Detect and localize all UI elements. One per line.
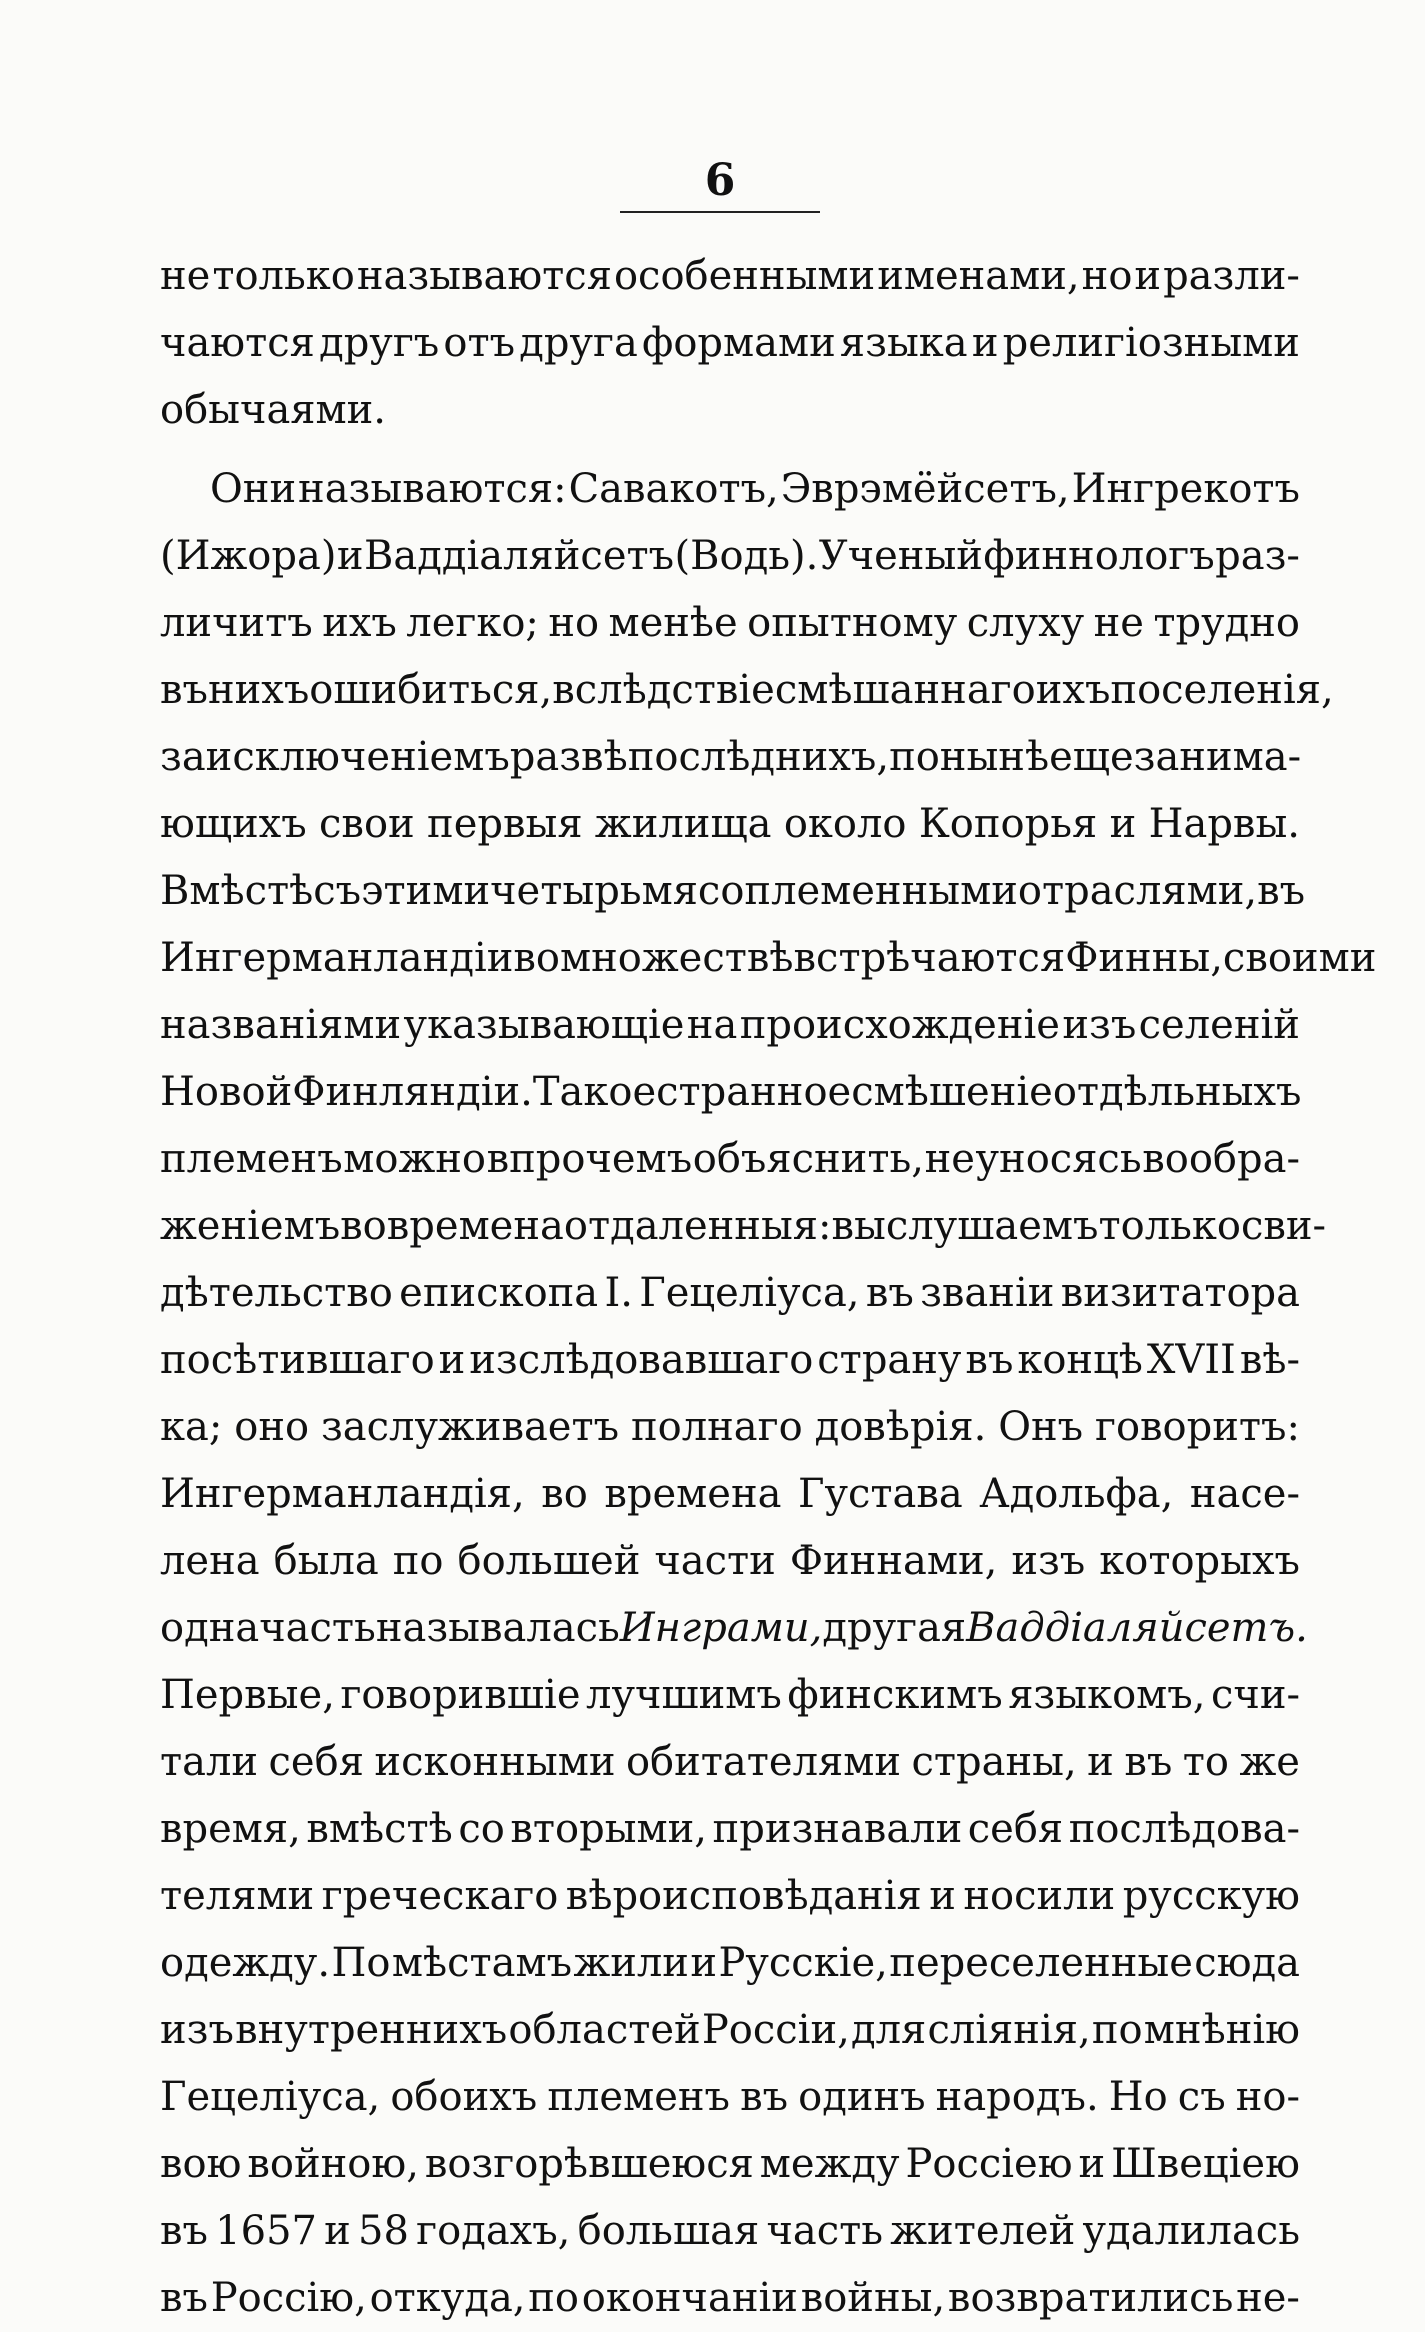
word: признавали [712, 1806, 963, 1852]
word: раз- [1215, 533, 1300, 579]
word: которыхъ [1099, 1538, 1300, 1584]
word: языкомъ, [1008, 1672, 1206, 1718]
page-header [620, 155, 820, 213]
word: религіозными [1002, 320, 1300, 366]
word: этими [361, 868, 491, 914]
word: но [548, 600, 600, 646]
word: только [212, 253, 355, 299]
word: по [392, 1538, 444, 1584]
word: именами, [877, 253, 1080, 299]
word: развѣ [509, 734, 628, 780]
word: другая [822, 1605, 967, 1651]
word: Копорья [918, 801, 1098, 847]
word: отраслями, [1017, 868, 1258, 914]
word: за [160, 734, 206, 780]
word: менѣе [608, 600, 738, 646]
word: трудно [1153, 600, 1300, 646]
word: происхожденіе [739, 1002, 1060, 1048]
word: слiянія, [927, 2007, 1091, 2053]
word: указывающіе [403, 1002, 685, 1048]
word: же [1239, 1739, 1300, 1785]
word: времена [386, 1203, 564, 1249]
word: выслушаемъ [831, 1203, 1099, 1249]
word: вторыми, [510, 1806, 708, 1852]
word: изслѣдовавшаго [469, 1337, 814, 1383]
word: въ [1257, 868, 1306, 914]
word: Онъ [998, 1404, 1084, 1450]
word: вмѣстѣ [306, 1806, 453, 1852]
word: одинъ [798, 2074, 926, 2120]
word: удалилась [1082, 2208, 1300, 2254]
word: части [654, 1538, 776, 1584]
text-line [160, 1528, 1300, 1595]
word: большей [457, 1538, 641, 1584]
word: большая [577, 2208, 760, 2254]
word: около [783, 801, 907, 847]
word: между [759, 2141, 900, 2187]
word: племенъ [547, 2074, 730, 2120]
word: возгорѣвшеюся [424, 2141, 754, 2187]
word: отдаленныя: [563, 1203, 832, 1249]
word: возвратились [947, 2275, 1234, 2321]
word: Финны, [1065, 935, 1223, 981]
word: племенъ [160, 1136, 343, 1182]
text-line [160, 1461, 1300, 1528]
text-line [160, 1595, 1308, 1662]
word: Густава [797, 1471, 963, 1517]
text-line [160, 2131, 1300, 2198]
word: епископа [399, 1270, 599, 1316]
word: и [1087, 1739, 1114, 1785]
word: только [1098, 1203, 1241, 1249]
word: съ [313, 868, 362, 914]
word: послѣднихъ, [627, 734, 890, 780]
word: объяснить, [692, 1136, 924, 1182]
word: XVII [1146, 1337, 1236, 1383]
word: смѣшеніе [851, 1069, 1053, 1115]
word: въ [865, 1270, 914, 1316]
word: чаются [160, 320, 315, 366]
word: Гецеліуса, [639, 1270, 860, 1316]
word: женіемъ [160, 1203, 341, 1249]
word: по [1091, 2007, 1143, 2053]
word: дѣтельство [160, 1270, 393, 1316]
word: вѣроисповѣданія [565, 1873, 922, 1919]
word: и [690, 1940, 718, 1986]
word: послѣдова- [1068, 1806, 1300, 1852]
word: лучшимъ [586, 1672, 782, 1718]
word: на [686, 1002, 738, 1048]
word: и [324, 2208, 351, 2254]
word: войны, [800, 2275, 946, 2321]
word: изъ [160, 2007, 234, 2053]
word: Ингерманландіи [160, 935, 514, 981]
word: Но [1108, 2074, 1168, 2120]
word: посѣтившаго [160, 1337, 435, 1383]
word: довѣрія. [814, 1404, 987, 1450]
word: еще [1049, 734, 1134, 780]
word: для [851, 2007, 927, 2053]
word: изъ [1011, 1538, 1086, 1584]
word: годахъ, [416, 2208, 571, 2254]
word: говорившіе [340, 1672, 581, 1718]
word: себя [967, 1806, 1064, 1852]
word: Ингрекотъ [1071, 466, 1300, 512]
word: не- [1236, 2275, 1300, 2321]
word: въ [965, 1337, 1014, 1383]
word: Россіи, [701, 2007, 850, 2053]
word: множествѣ [560, 935, 794, 981]
word: обычаями. [160, 387, 387, 433]
word: селеній [1138, 1002, 1300, 1048]
text-line [160, 1059, 1300, 1126]
word: финнологъ [983, 533, 1215, 579]
word: Финляндіи. [292, 1069, 533, 1115]
text-line [160, 992, 1300, 1059]
word: можно [343, 1136, 486, 1182]
word: Адольфа, [979, 1471, 1174, 1517]
word: четырьмя [490, 868, 698, 914]
word: Ваддіаляйсетъ. [966, 1605, 1308, 1651]
word: I. [604, 1270, 633, 1316]
word: соплеменными [697, 868, 1018, 914]
word: времена [604, 1471, 782, 1517]
word: финскимъ [787, 1672, 1003, 1718]
text-line [160, 2198, 1300, 2265]
word: Россіею [905, 2141, 1073, 2187]
word: жилища [594, 801, 772, 847]
word: и [971, 320, 999, 366]
word: Финнами, [789, 1538, 998, 1584]
word: съ [1177, 2074, 1226, 2120]
word: во [541, 1471, 588, 1517]
word: формами [642, 320, 836, 366]
word: время, [160, 1806, 301, 1852]
word: была [273, 1538, 379, 1584]
text-line [160, 657, 1334, 724]
word: въ [1124, 1739, 1173, 1785]
word: ихъ [1035, 667, 1111, 713]
word: Гецеліуса, [160, 2074, 381, 2120]
text-line [160, 456, 1300, 523]
word: и [336, 533, 364, 579]
word: не [924, 1136, 975, 1182]
word: Ингерманландія, [160, 1471, 525, 1517]
word: то [1182, 1739, 1229, 1785]
text-line [160, 243, 1300, 310]
word: жителей [890, 2208, 1076, 2254]
word: ошибиться, [309, 667, 553, 713]
word: сви- [1240, 1203, 1327, 1249]
text-line [160, 2064, 1300, 2131]
text-line [160, 791, 1300, 858]
word: вою [160, 2141, 242, 2187]
word: концѣ [1017, 1337, 1143, 1383]
text-line [160, 1126, 1300, 1193]
word: носили [963, 1873, 1116, 1919]
word: войною, [247, 2141, 419, 2187]
word: первыя [427, 801, 583, 847]
word: слуху [966, 600, 1085, 646]
text-line [160, 1327, 1300, 1394]
word: но [1081, 253, 1133, 299]
word: Первые, [160, 1672, 335, 1718]
text-line [160, 1930, 1300, 1997]
header-rule [620, 211, 820, 213]
word: сюда [1194, 1940, 1300, 1986]
text-line [160, 1796, 1300, 1863]
word: называлась [375, 1605, 620, 1651]
word: лена [160, 1538, 260, 1584]
word: понынѣ [889, 734, 1050, 780]
text-line [160, 377, 1300, 444]
word: встрѣчаются [793, 935, 1066, 981]
word: заслуживаетъ [320, 1404, 620, 1450]
word: греческаго [321, 1873, 559, 1919]
text-line [160, 1394, 1300, 1461]
word: мѣстамъ [391, 1940, 573, 1986]
word: ка; [160, 1404, 223, 1450]
word: въ [160, 667, 208, 713]
text-line [160, 925, 1377, 992]
word: насе- [1189, 1471, 1300, 1517]
word: занима- [1133, 734, 1302, 780]
word: тали [160, 1739, 259, 1785]
word: и [438, 1337, 466, 1383]
word: изъ [1062, 1002, 1137, 1048]
word: вообра- [1142, 1136, 1300, 1182]
word: поселенія, [1110, 667, 1334, 713]
word: своими [1222, 935, 1377, 981]
word: страны, [911, 1739, 1077, 1785]
word: исконными [374, 1739, 616, 1785]
word: (Водь). [674, 533, 819, 579]
word: счи- [1210, 1672, 1300, 1718]
text-line [160, 523, 1300, 590]
word: Такое [532, 1069, 657, 1115]
text-line [160, 2265, 1300, 2332]
word: ющихъ [160, 801, 307, 847]
word: друга [519, 320, 638, 366]
word: Савакотъ, [568, 466, 779, 512]
word: 58 [358, 2208, 409, 2254]
word: откуда, [369, 2275, 526, 2321]
text-line [160, 590, 1300, 657]
word: во [340, 1203, 387, 1249]
word: визитатора [1060, 1270, 1300, 1316]
word: ихъ [322, 600, 397, 646]
word: областей [508, 2007, 701, 2053]
word: одна [160, 1605, 260, 1651]
word: оно [234, 1404, 310, 1450]
word: (Ижора) [160, 533, 337, 579]
word: Эврэмёйсетъ, [780, 466, 1070, 512]
word: жили [573, 1940, 689, 1986]
word: языка [839, 320, 968, 366]
word: По [331, 1940, 391, 1986]
word: но- [1235, 2074, 1300, 2120]
text-line [160, 858, 1306, 925]
word: легко; [406, 600, 539, 646]
word: полнаго [630, 1404, 803, 1450]
word: въ [740, 2074, 789, 2120]
word: часть [766, 2208, 884, 2254]
word: Нарвы. [1148, 801, 1300, 847]
word: и [1134, 253, 1162, 299]
word: окончаніи [581, 2275, 798, 2321]
text-line [160, 1997, 1300, 2064]
text-line [160, 1863, 1300, 1930]
word: Русскіе, [718, 1940, 888, 1986]
word: въ [160, 2275, 208, 2321]
page-number: 6 [704, 155, 736, 206]
word: народъ. [935, 2074, 1099, 2120]
word: личитъ [160, 600, 313, 646]
word: русскую [1122, 1873, 1300, 1919]
text-line [160, 724, 1300, 791]
word: Швеціею [1111, 2141, 1300, 2187]
word: мнѣнію [1143, 2007, 1300, 2053]
word: опытному [747, 600, 958, 646]
text-line [160, 1193, 1327, 1260]
text-line [160, 1260, 1300, 1327]
word: странное [656, 1069, 852, 1115]
word: со [458, 1806, 505, 1852]
word: не [1093, 600, 1144, 646]
word: Инграми, [619, 1605, 823, 1651]
word: часть [259, 1605, 376, 1651]
text-line [160, 1662, 1300, 1729]
word: Вмѣстѣ [160, 868, 314, 914]
word: исключеніемъ [205, 734, 510, 780]
word: впрочемъ [486, 1136, 693, 1182]
text-line [160, 310, 1300, 377]
word: телями [160, 1873, 315, 1919]
word: и [1109, 801, 1137, 847]
word: переселенные [889, 1940, 1193, 1986]
word: называются [356, 253, 612, 299]
word: свои [319, 801, 415, 847]
word: 1657 [215, 2208, 317, 2254]
word: вслѣдствіе [552, 667, 775, 713]
word: званіи [920, 1270, 1055, 1316]
word: смѣшаннаго [774, 667, 1036, 713]
word: Новой [160, 1069, 293, 1115]
word: во [513, 935, 561, 981]
word: другъ [319, 320, 440, 366]
word: по [528, 2275, 579, 2321]
word: не [160, 253, 211, 299]
text-line [160, 1729, 1300, 1796]
word: въ [160, 2208, 208, 2254]
word: себя [268, 1739, 364, 1785]
body-text [160, 243, 1377, 2332]
word: нихъ [207, 667, 310, 713]
word: обитателями [625, 1739, 901, 1785]
word: Ваддіаляйсетъ [363, 533, 675, 579]
word: одежду. [160, 1940, 331, 1986]
word: и [1078, 2141, 1106, 2187]
word: отдѣльныхъ [1052, 1069, 1302, 1115]
word: страну [817, 1337, 962, 1383]
word: внутреннихъ [235, 2007, 508, 2053]
word: Ученый [818, 533, 983, 579]
word: и [929, 1873, 956, 1919]
word: Россію, [210, 2275, 367, 2321]
word: названіями [160, 1002, 402, 1048]
word: особенными [613, 253, 876, 299]
word: вѣ- [1239, 1337, 1300, 1383]
word: называются: [298, 466, 567, 512]
word: уносясь [975, 1136, 1142, 1182]
word: обоихъ [390, 2074, 538, 2120]
word: разли- [1163, 253, 1300, 299]
word: отъ [443, 320, 516, 366]
word: говоритъ: [1095, 1404, 1300, 1450]
word: Они [210, 466, 297, 512]
